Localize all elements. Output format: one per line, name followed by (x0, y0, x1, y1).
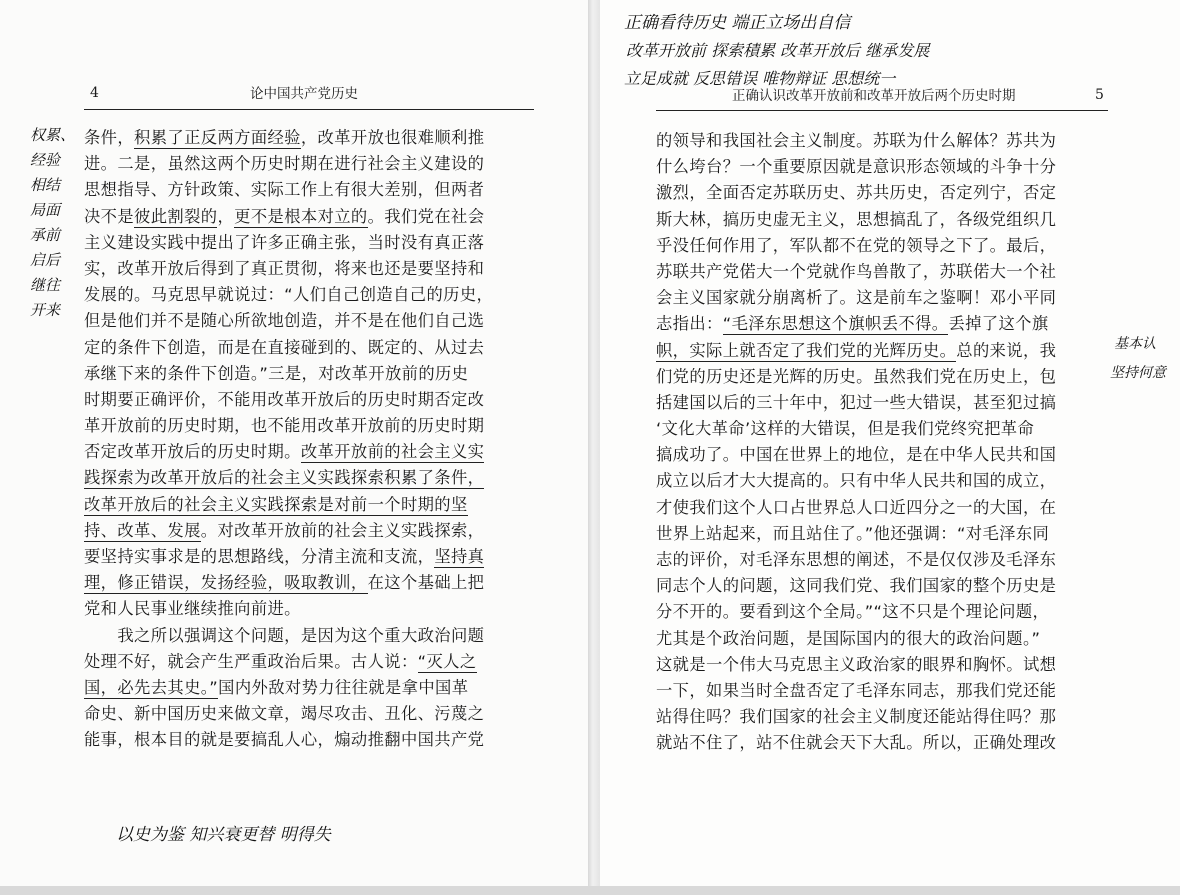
text-line: 们党的历史还是光辉的历史。虽然我们党在历史上，包 (656, 366, 1057, 386)
text-line: 就站不住了，站不住就会天下大乱。所以，正确处理改 (656, 733, 1057, 753)
header-rule (656, 110, 1108, 111)
text-line: 思想指导、方针政策、实际工作上有很大差别，但两者 (84, 180, 485, 200)
text-line: 发展的。马克思早就说过：“人们自己创造自己的历史， (84, 285, 494, 305)
handwritten-top-note: 立足成就 反思错误 唯物辩证 思想统一 (624, 69, 896, 88)
handwritten-underline: 改革开放前的社会主义实 (300, 442, 485, 462)
handwritten-underline: 持、改革、发展 (84, 520, 201, 540)
header-rule (84, 109, 534, 110)
text-line: 搞成功了。中国在世界上的地位，是在中华人民共和国 (656, 445, 1057, 465)
text-line: 会主义国家就分崩离析了。这是前车之鉴啊！邓小平同 (656, 288, 1057, 308)
right-body-text (656, 128, 1110, 757)
text-line: 乎没任何作用了，军队都不在党的领导之下了。最后， (656, 235, 1057, 255)
page-number: 4 (90, 85, 99, 101)
text-line: 的领导和我国社会主义制度。苏联为什么解体？苏共为 (656, 131, 1057, 150)
handwritten-margin-note: 坚持何意 (1110, 365, 1166, 381)
text-line: 条件，积累了正反两方面经验，改革开放也很难顺利推 (84, 128, 485, 147)
handwritten-underline: 践探索为改革开放后的社会主义实践探索积累了条件， (84, 468, 485, 488)
text-line: 世界上站起来，而且站住了。”他还强调：“对毛泽东同 (656, 523, 1050, 543)
left-book-page (0, 0, 588, 886)
handwritten-underline: 国，必先去其史。” (84, 677, 219, 697)
text-line: 革开放前的历史时期，也不能用改革开放前的历史时期 (84, 416, 485, 436)
text-line: 承继下来的条件下创造。”三是，对改革开放前的历史 (84, 363, 469, 383)
page-header-title: 论中国共产党历史 (250, 86, 358, 101)
margin-note: 启后 (30, 251, 61, 269)
text-line: 斯大林，搞历史虚无主义，思想搞乱了，各级党组织几 (656, 209, 1057, 229)
handwritten-margin-note: 基本认 (1114, 336, 1156, 352)
text-line: 一下，如果当时全盘否定了毛泽东同志，那我们党还能 (656, 680, 1057, 700)
text-line: 志指出：“毛泽东思想这个旗帜丢不得。丢掉了这个旗 (656, 314, 1049, 334)
handwritten-underline: 坚持真 (434, 547, 485, 566)
text-line: 时期要正确评价，不能用改革开放后的历史时期否定改 (84, 389, 485, 409)
handwritten-underline: 彼此割裂的 (134, 206, 218, 226)
margin-note: 继往 (30, 276, 61, 294)
text-line: 党和人民事业继续推向前进。 (84, 599, 301, 619)
margin-note: 局面 (30, 201, 61, 219)
handwritten-underline: 理，修正错误，发扬经验，吸取教训， (84, 573, 368, 593)
text-line: 成立以后才大大提高的。只有中华人民共和国的成立， (656, 471, 1057, 491)
text-line: 持、改革、发展。对改革开放前的社会主义实践探索， (84, 520, 485, 540)
text-line: 否定改革开放后的历史时期。改革开放前的社会主义实 (84, 442, 485, 462)
text-line: 站得住吗？我们国家的社会主义制度还能站得住吗？那 (656, 707, 1057, 727)
text-line: 进。二是，虽然这两个历史时期在进行社会主义建设的 (84, 154, 485, 174)
handwritten-underline: 改革开放后的社会主义实践探索是对前一个时期的坚 (84, 494, 468, 514)
handwritten-top-note: 正确看待历史 端正立场出自信 (624, 13, 851, 33)
text-line: 帜，实际上就否定了我们党的光辉历史。总的来说，我 (656, 340, 1057, 360)
handwritten-underline: 帜，实际上就否定了我们党的光辉历史。 (656, 340, 957, 360)
margin-note: 相结 (30, 176, 61, 194)
handwritten-margin-notes (30, 123, 75, 323)
text-line: 要坚持实事求是的思想路线，分清主流和支流，坚持真 (84, 547, 485, 566)
text-line (84, 492, 536, 518)
text-line: 激烈，全面否定苏联历史、苏共历史，否定列宁，否定 (656, 183, 1057, 203)
margin-note: 承前 (30, 226, 61, 244)
text-line: 理，修正错误，发扬经验，吸取教训，在这个基础上把 (84, 573, 485, 593)
text-line: 处理不好，就会产生严重政治后果。古人说：“灭人之 (84, 651, 477, 671)
text-line: 实，改革开放后得到了真正贯彻，将来也还是要坚持和 (84, 258, 485, 278)
text-line: 什么垮台？一个重要原因就是意识形态领域的斗争十分 (656, 157, 1057, 177)
book-gutter (588, 0, 600, 886)
text-line: 国，必先去其史。”国内外敌对势力往往就是拿中国革 (84, 677, 469, 697)
margin-note: 经验 (30, 151, 61, 169)
text-line: 命史、新中国历史来做文章，竭尽攻击、丑化、污蔑之 (84, 704, 485, 724)
handwritten-underline: 积累了正反两方面经验 (134, 128, 301, 147)
margin-note: 开来 (30, 301, 61, 319)
page-number: 5 (1095, 87, 1104, 103)
text-line: 同志个人的问题，这同我们党、我们国家的整个历史是 (656, 576, 1057, 596)
handwritten-underline: “毛泽东思想这个旗帜丢不得。 (722, 314, 949, 334)
text-line: 决不是彼此割裂的，更不是根本对立的。我们党在社会 (84, 206, 485, 226)
margin-note: 权累、 (30, 126, 76, 144)
scan-edge (0, 886, 1180, 895)
text-line: 但是他们并不是随心所欲地创造，并不是在他们自己选 (84, 311, 485, 331)
page-header-title: 正确认识改革开放前和改革开放后两个历史时期 (732, 88, 1016, 103)
text-line: 主义建设实践中提出了许多正确主张，当时没有真正落 (84, 232, 485, 252)
text-line: 我之所以强调这个问题，是因为这个重大政治问题 (84, 625, 485, 645)
text-line: 尤其是个政治问题，是国际国内的很大的政治问题。” (656, 628, 1041, 648)
handwritten-bottom-note: 以史为鉴 知兴衰更替 明得失 (116, 825, 331, 845)
text-line (84, 465, 536, 491)
handwritten-underline: “灭人之 (417, 651, 477, 671)
text-line: 定的条件下创造，而是在直接碰到的、既定的、从过去 (84, 337, 485, 357)
handwritten-top-note: 改革开放前 探索積累 改革开放后 继承发展 (626, 41, 930, 60)
right-book-page (600, 0, 1180, 886)
text-line: 分不开的。要看到这个全局。”“这不只是个理论问题， (656, 602, 1050, 622)
text-line: 能事，根本目的就是要搞乱人心，煽动推翻中国共产党 (84, 730, 485, 750)
text-line: 志的评价，对毛泽东思想的阐述，不是仅仅涉及毛泽东 (656, 550, 1057, 569)
text-line: ‘文化大革命’这样的大错误，但是我们党终究把革命 (656, 419, 1035, 439)
text-line: 才使我们这个人口占世界总人口近四分之一的大国，在 (656, 497, 1057, 517)
text-line: 苏联共产党偌大一个党就作鸟兽散了，苏联偌大一个社 (656, 261, 1057, 281)
text-line: 这就是一个伟大马克思主义政治家的眼界和胸怀。试想 (656, 654, 1057, 674)
handwritten-underline: 更不是根本对立的 (234, 206, 368, 226)
text-line: 括建国以后的三十年中，犯过一些大错误，甚至犯过搞 (656, 392, 1057, 412)
left-body-text (84, 125, 536, 754)
